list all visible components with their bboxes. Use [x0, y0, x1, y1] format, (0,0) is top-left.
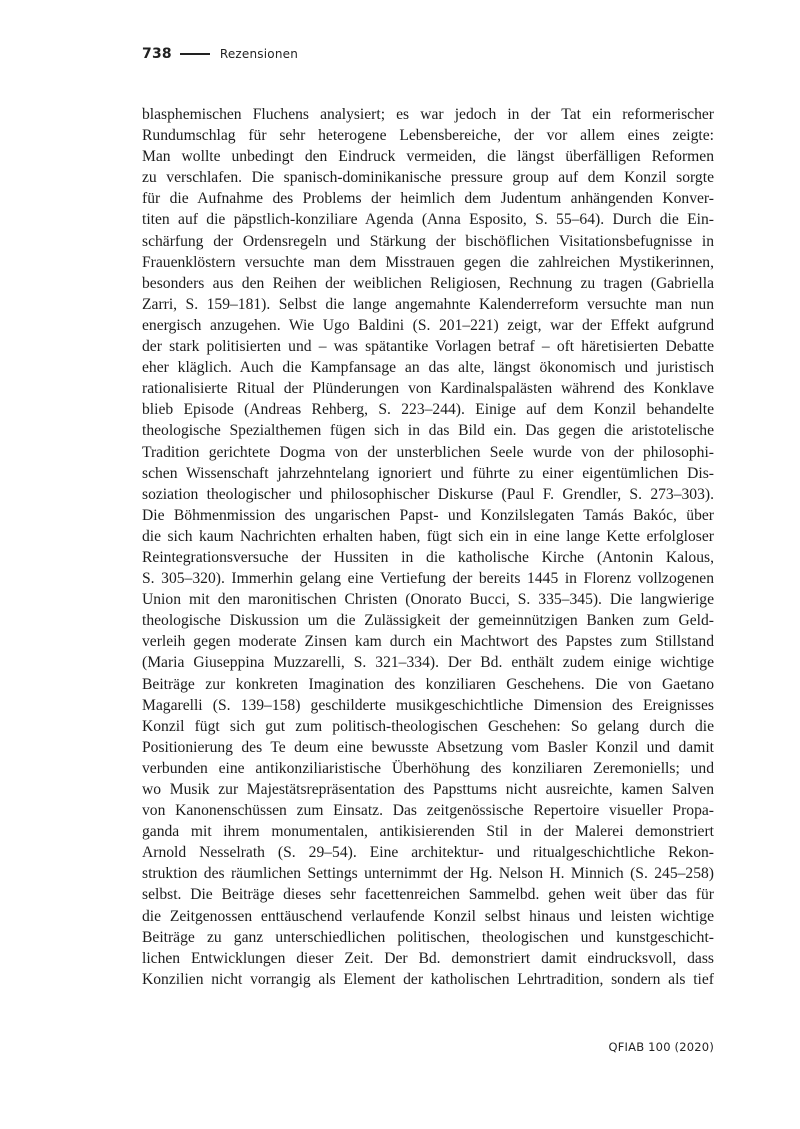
- text-line: Arnold Nesselrath (S. 29–54). Eine architektur- und ritualgeschichtliche Rekon-: [142, 844, 714, 862]
- text-line: Zarri, S. 159–181). Selbst die lange angemahnte Kalenderreform versuchte man nun: [142, 295, 714, 313]
- text-line: (Maria Giuseppina Muzzarelli, S. 321–334). Der Bd. enthält zudem einige wichtige: [142, 654, 714, 672]
- running-header: [142, 44, 298, 64]
- text-line: Konzil fügt sich gut zum politisch-theologischen Geschehen: So gelang durch die: [142, 717, 714, 735]
- text-line: Konzilien nicht vorrangig als Element der katholischen Lehrtradition, sondern als tief: [142, 970, 714, 988]
- text-line: besonders aus den Reihen der weiblichen Religiosen, Rechnung zu tragen (Gabriella: [142, 274, 714, 292]
- review-body-text: [142, 104, 714, 990]
- text-line: Die Böhmenmission des ungarischen Papst- und Konzilslegaten Tamás Bakóc, über: [142, 506, 714, 524]
- text-line: theologische Diskussion um die Zulässigkeit der gemeinnützigen Banken zum Geld-: [142, 612, 714, 630]
- text-line: rationalisierte Ritual der Plünderungen von Kardinalspalästen während des Konklave: [142, 380, 714, 398]
- text-line: die Zeitgenossen enttäuschend verlaufende Konzil selbst hinaus und leisten wichtige: [142, 907, 714, 925]
- text-line: selbst. Die Beiträge dieses sehr facettenreichen Sammelbd. gehen weit über das für: [142, 886, 714, 904]
- text-line: von Kanonenschüssen zum Einsatz. Das zeitgenössische Repertoire visueller Propa-: [142, 802, 714, 820]
- text-line: schärfung der Ordensregeln und Stärkung der bischöflichen Visitationsbefugnisse in: [142, 232, 714, 250]
- text-line: Beiträge zur konkreten Imagination des konziliaren Geschehens. Die von Gaetano: [142, 675, 714, 693]
- text-line: verleih gegen moderate Zinsen kam durch ein Machtwort des Papstes zum Stillstand: [142, 633, 714, 651]
- text-line: soziation theologischer und philosophischer Diskurse (Paul F. Grendler, S. 273–303).: [142, 485, 714, 503]
- text-line: Positionierung des Te deum eine bewusste Absetzung vom Basler Konzil und damit: [142, 738, 714, 756]
- text-line: S. 305–320). Immerhin gelang eine Vertiefung der bereits 1445 in Florenz vollzogenen: [142, 570, 714, 588]
- text-line: Beiträge zu ganz unterschiedlichen politischen, theologischen und kunstgeschicht-: [142, 928, 714, 946]
- running-title: Rezensionen: [219, 47, 299, 61]
- text-line: blasphemischen Fluchens analysiert; es war jedoch in der Tat ein reformerischer: [142, 106, 714, 123]
- text-line: struktion des räumlichen Settings unternimmt der Hg. Nelson H. Minnich (S. 245–258): [142, 865, 714, 883]
- header-dash: [180, 53, 210, 55]
- journal-citation: QFIAB 100 (2020): [608, 1040, 714, 1054]
- text-line: die sich kaum Nachrichten erhalten haben, fügt sich ein in eine lange Kette erfolgloser: [142, 527, 714, 545]
- text-line: verbunden eine antikonziliaristische Überhöhung des konziliaren Zeremoniells; und: [142, 759, 714, 777]
- text-line: wo Musik zur Majestätsrepräsentation des Papsttums nicht ausreichte, kamen Salven: [142, 781, 714, 798]
- text-line: für die Aufnahme des Problems der heimlich dem Judentum anhängenden Konver-: [142, 190, 714, 208]
- text-line: blieb Episode (Andreas Rehberg, S. 223–244). Einige auf dem Konzil behandelte: [142, 401, 714, 419]
- text-line: ganda mit ihrem monumentalen, antikisierenden Stil in der Malerei demonstriert: [142, 823, 714, 841]
- text-line: Man wollte unbedingt den Eindruck vermeiden, die längst überfälligen Reformen: [142, 148, 714, 166]
- text-line: eher kläglich. Auch die Kampfansage an das alte, längst ökonomisch und juristisch: [142, 359, 714, 377]
- text-line: lichen Entwicklungen dieser Zeit. Der Bd. demonstriert damit eindrucksvoll, dass: [142, 949, 714, 967]
- text-line: Tradition gerichtete Dogma von der unsterblichen Seele wurde von der philosophi-: [142, 443, 714, 461]
- text-line: schen Wissenschaft jahrzehntelang ignoriert und führte zu einer eigentümlichen Dis-: [142, 464, 714, 482]
- text-line: der stark politisierten und – was spätantike Vorlagen betraf – oft häretisierten Debatte: [142, 338, 714, 356]
- text-line: energisch anzugehen. Wie Ugo Baldini (S. 201–221) zeigt, war der Effekt aufgrund: [142, 316, 714, 334]
- text-line: Frauenklöstern versuchte man dem Misstrauen gegen die zahlreichen Mystikerinnen,: [142, 253, 714, 271]
- text-line: zu verschlafen. Die spanisch-dominikanische pressure group auf dem Konzil sorgte: [142, 169, 714, 187]
- text-line: Union mit den maronitischen Christen (Onorato Bucci, S. 335–345). Die langwierige: [142, 591, 714, 609]
- text-line: Reintegrationsversuche der Hussiten in die katholische Kirche (Antonin Kalous,: [142, 548, 714, 566]
- text-line: titen auf die päpstlich-konziliare Agenda (Anna Esposito, S. 55–64). Durch die Ein-: [142, 211, 714, 229]
- text-line: theologische Spezialthemen fügen sich in das Bild ein. Das gegen die aristotelische: [142, 422, 714, 440]
- text-line: Rundumschlag für sehr heterogene Lebensbereiche, der vor allem eines zeigte:: [142, 127, 714, 145]
- text-line: Magarelli (S. 139–158) geschilderte musikgeschichtliche Dimension des Ereignisses: [142, 696, 714, 714]
- page-number: 738: [142, 46, 172, 62]
